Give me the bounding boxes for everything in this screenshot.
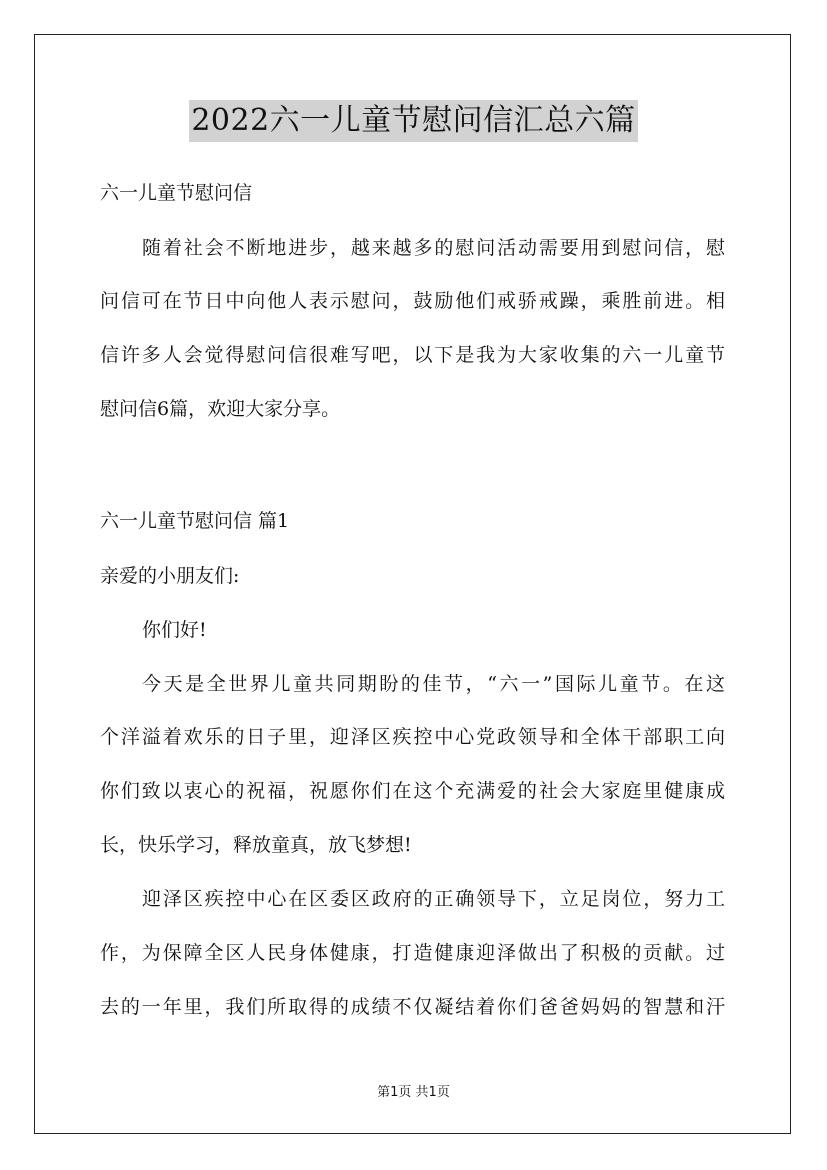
para1-line-1: 今天是全世界儿童共同期盼的佳节，“六一”国际儿童节。在这	[142, 673, 725, 695]
salutation: 亲爱的小朋友们:	[100, 565, 240, 587]
para1-line-3: 你们致以衷心的祝福，祝愿你们在这个充满爱的社会大家庭里健康成	[100, 780, 725, 802]
greeting: 你们好!	[142, 619, 207, 641]
page-footer: 第1页 共1页	[377, 1085, 450, 1100]
intro-line-4: 慰问信6篇，欢迎大家分享。	[100, 398, 341, 420]
para2-line-2: 作，为保障全区人民身体健康，打造健康迎泽做出了积极的贡献。过	[100, 942, 725, 964]
intro-line-1: 随着社会不断地进步，越来越多的慰问活动需要用到慰问信，慰	[142, 237, 725, 259]
para1-line-2: 个洋溢着欢乐的日子里，迎泽区疾控中心党政领导和全体干部职工向	[100, 726, 725, 748]
title-container	[0, 100, 827, 142]
intro-line-2: 问信可在节日中向他人表示慰问，鼓励他们戒骄戒躁，乘胜前进。相	[100, 290, 725, 312]
heading-weiwenxin: 六一儿童节慰问信	[100, 182, 253, 204]
para1-line-4: 长，快乐学习，释放童真，放飞梦想!	[100, 834, 412, 856]
section-heading-1: 六一儿童节慰问信 篇1	[100, 510, 290, 532]
document-title: 2022六一儿童节慰问信汇总六篇	[189, 100, 637, 142]
intro-line-3: 信许多人会觉得慰问信很难写吧，以下是我为大家收集的六一儿童节	[100, 344, 725, 366]
para2-line-1: 迎泽区疾控中心在区委区政府的正确领导下，立足岗位，努力工	[142, 888, 725, 910]
para2-line-3: 去的一年里，我们所取得的成绩不仅凝结着你们爸爸妈妈的智慧和汗	[100, 996, 725, 1018]
